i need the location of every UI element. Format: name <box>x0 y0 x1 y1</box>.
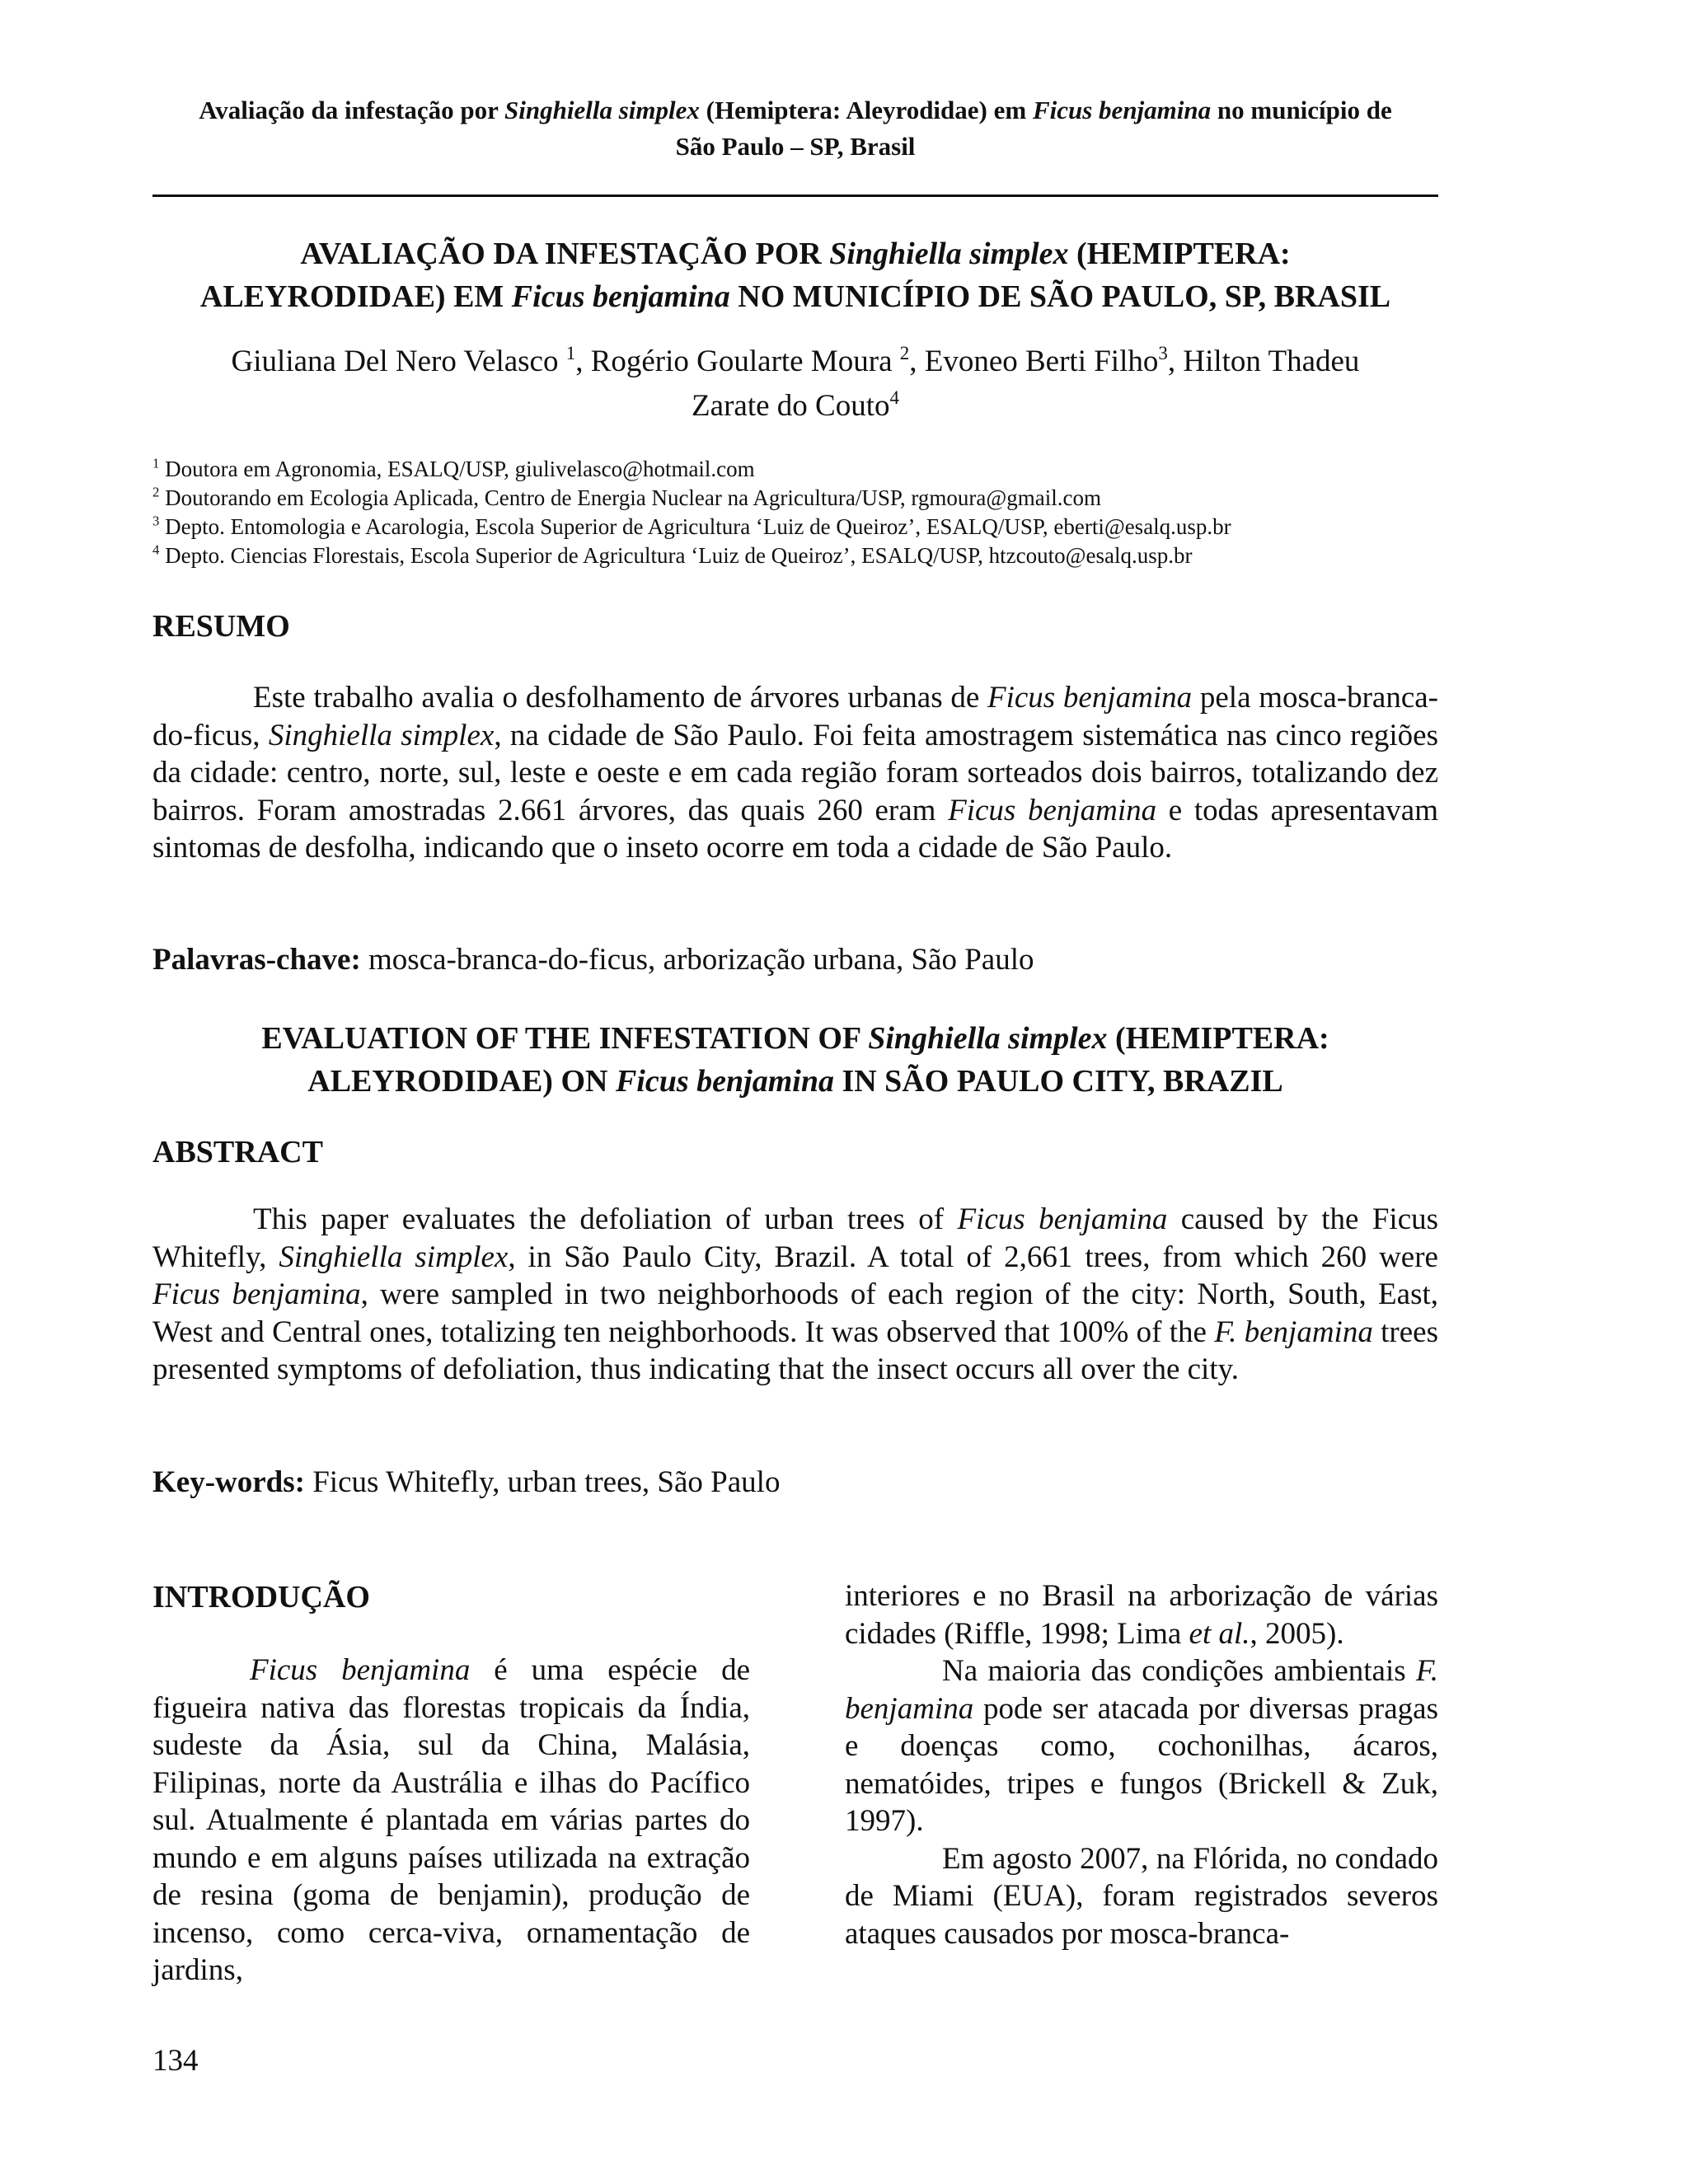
running-head <box>152 92 1438 165</box>
author-list: Giuliana Del Nero Velasco $^1$, Rogério Goularte Moura $^2$, Evoneo Berti Filho$^3$, Hilton Thadeu Zarate do Couto$^4$ <box>231 342 1360 423</box>
affiliation: $^2$ Doutorando em Ecologia Aplicada, Centro de Energia Nuclear na Agricultura/USP, rgmoura@gmail.com <box>152 484 1101 510</box>
affiliation: $^4$ Depto. Ciencias Florestais, Escola Superior de Agricultura ‘Luiz de Queiroz’, ESALQ/USP, htzcouto@esalq.usp.br <box>152 541 1193 568</box>
intro-paragraph: interiores e no Brasil na arborização de várias cidades (Riffle, 1998; Lima et al., 2005). <box>845 1579 1438 1651</box>
intro-paragraph: Na maioria das condições ambientais F. benjamina pode ser atacada por diversas pragas e doenças como, cochonilhas, ácaros, nematóides, tripes e fungos (Brickell & Zuk, 1997). <box>845 1654 1438 1838</box>
running-head-line-1: Avaliação da infestação por Singhiella simplex (Hemiptera: Aleyrodidae) em Ficus benjamina no município de <box>199 96 1392 124</box>
resumo-heading: RESUMO <box>152 609 290 644</box>
host-name: Ficus benjamina <box>1032 96 1212 124</box>
abstract-heading: ABSTRACT <box>152 1135 323 1169</box>
palavras-chave: Palavras-chave: mosca-branca-do-ficus, arborização urbana, São Paulo <box>152 943 1034 977</box>
author-name: Giuliana Del Nero Velasco <box>231 344 566 378</box>
author-name: Rogério Goularte Moura <box>590 344 900 378</box>
species-name: Singhiella simplex <box>504 96 700 124</box>
author-name: Zarate do Couto <box>692 389 890 423</box>
affiliation: $^1$ Doutora em Agronomia, ESALQ/USP, giulivelasco@hotmail.com <box>152 455 755 481</box>
header-rule <box>152 194 1438 197</box>
page-number: 134 <box>152 2044 199 2078</box>
affiliation: $^3$ Depto. Entomologia e Acarologia, Escola Superior de Agricultura ‘Luiz de Queiroz’, ESALQ/USP, eberti@esalq.usp.br <box>152 513 1231 539</box>
intro-paragraph: Em agosto 2007, na Flórida, no condado de Miami (EUA), foram registrados severos ataques causados por mosca-branca- <box>845 1841 1438 1951</box>
abstract-text: This paper evaluates the defoliation of urban trees of Ficus benjamina caused by the Ficus Whitefly, Singhiella simplex, in São Paulo City, Brazil. A total of 2,661 trees, from which 260 were Ficus benjamina, were sampled in two neighborhoods of each region of the city: North, South, East, West and Central ones, totalizing ten neighborhoods. It was observed that 100% of the F. benjamina trees presented symptoms of defoliation, thus indicating that the insect occurs all over the city. <box>152 1202 1439 1386</box>
intro-right-column <box>845 1577 1438 1952</box>
intro-left-column <box>152 1652 750 1990</box>
author-name: Evoneo Berti Filho <box>924 344 1159 378</box>
introducao-heading: INTRODUÇÃO <box>152 1580 370 1615</box>
title-portuguese: AVALIAÇÃO DA INFESTAÇÃO POR Singhiella simplex (HEMIPTERA: ALEYRODIDAE) EM Ficus benjamina NO MUNICÍPIO DE SÃO PAULO, SP, BRASIL <box>199 237 1391 314</box>
affiliations <box>152 455 1438 570</box>
intro-paragraph: Ficus benjamina é uma espécie de figueira nativa das florestas tropicais da Índia, sudeste da Ásia, sul da China, Malásia, Filipinas, norte da Austrália e ilhas do Pacífico sul. Atualmente é plantada em várias partes do mundo e em alguns países utilizada na extração de resina (goma de benjamin), produção de incenso, como cerca-viva, ornamentação de jardins, <box>152 1653 750 1987</box>
key-words: Key-words: Ficus Whitefly, urban trees, São Paulo <box>152 1465 781 1499</box>
running-head-line-2: São Paulo – SP, Brasil <box>675 132 916 161</box>
title-english: EVALUATION OF THE INFESTATION OF Singhiella simplex (HEMIPTERA: ALEYRODIDAE) ON Ficus benjamina IN SÃO PAULO CITY, BRAZIL <box>261 1021 1329 1099</box>
resumo-text: Este trabalho avalia o desfolhamento de árvores urbanas de Ficus benjamina pela mosca-branca-do-ficus, Singhiella simplex, na cidade de São Paulo. Foi feita amostragem sistemática nas cinco regiões da cidade: centro, norte, sul, leste e oeste e em cada região foram sorteados dois bairros, totalizando dez bairros. Foram amostradas 2.661 árvores, das quais 260 eram Ficus benjamina e todas apresentavam sintomas de desfolha, indicando que o inseto ocorre em toda a cidade de São Paulo. <box>152 681 1439 865</box>
